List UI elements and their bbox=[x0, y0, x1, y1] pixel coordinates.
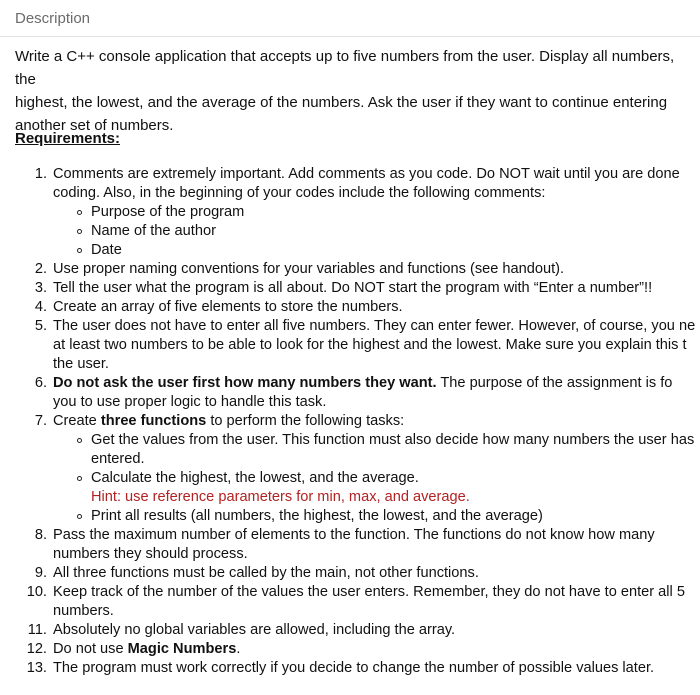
bullet-icon bbox=[77, 210, 82, 215]
hint-text: Hint: use reference parameters for min, max, and average. bbox=[91, 489, 470, 505]
sub-list-item bbox=[53, 431, 700, 469]
item-text: Use proper naming conventions for your variables and functions (see handout). bbox=[53, 261, 565, 277]
sub-list-item bbox=[53, 203, 700, 222]
list-item bbox=[0, 165, 700, 260]
item-number: 6. bbox=[34, 375, 47, 391]
list-item bbox=[0, 526, 700, 564]
bullet-icon bbox=[77, 248, 82, 253]
sub-item-text: Date bbox=[91, 242, 122, 258]
list-item bbox=[0, 374, 700, 412]
item-text: The program must work correctly if you decide to change the number of possible values later. bbox=[53, 660, 655, 676]
item-text-pre: Create bbox=[53, 413, 101, 429]
requirements-list bbox=[0, 165, 700, 678]
item-number: 1. bbox=[34, 166, 47, 182]
item-text-rest: . bbox=[236, 641, 241, 657]
list-item bbox=[0, 412, 700, 526]
item-text: coding. Also, in the beginning of your codes include the following comments: bbox=[53, 185, 546, 201]
item-text bbox=[53, 412, 700, 431]
bullet-icon bbox=[77, 229, 82, 234]
list-item bbox=[0, 260, 700, 279]
sub-list-item bbox=[53, 222, 700, 241]
bullet-icon bbox=[77, 514, 82, 519]
item-text: All three functions must be called by the main, not other functions. bbox=[53, 565, 479, 581]
item-text: Create an array of five elements to store the numbers. bbox=[53, 299, 403, 315]
bold-text: Magic Numbers bbox=[127, 641, 237, 657]
item-text bbox=[53, 640, 700, 659]
item-number: 13. bbox=[26, 660, 47, 676]
list-item bbox=[0, 659, 700, 678]
list-item bbox=[0, 564, 700, 583]
item-text: Pass the maximum number of elements to the function. The functions do not know how many bbox=[53, 527, 655, 543]
sub-item-text: Calculate the highest, the lowest, and the average. bbox=[91, 470, 419, 486]
bullet-icon bbox=[77, 476, 82, 481]
intro-paragraph bbox=[15, 45, 695, 137]
sub-list bbox=[53, 431, 700, 526]
item-text: Keep track of the number of the values the user enters. Remember, they do not have to enter all 5 bbox=[53, 584, 685, 600]
list-item bbox=[0, 640, 700, 659]
item-number: 10. bbox=[26, 584, 47, 600]
sub-list bbox=[53, 203, 700, 260]
list-item bbox=[0, 317, 700, 374]
item-text: The user does not have to enter all five numbers. They can enter fewer. However, of course, you ne bbox=[53, 318, 696, 334]
sub-list-item bbox=[53, 507, 700, 526]
sub-list-item bbox=[53, 241, 700, 260]
sub-item-text: entered. bbox=[91, 451, 145, 467]
list-item bbox=[0, 583, 700, 621]
intro-line: Write a C++ console application that accepts up to five numbers from the user. Display all numbers, the bbox=[15, 48, 675, 88]
item-number: 4. bbox=[34, 299, 47, 315]
item-text: you to use proper logic to handle this task. bbox=[53, 394, 327, 410]
intro-line: another set of numbers. bbox=[15, 117, 174, 134]
bold-text: Do not ask the user first how many numbers they want. bbox=[53, 375, 437, 391]
item-text: Comments are extremely important. Add comments as you code. Do NOT wait until you are done bbox=[53, 166, 680, 182]
item-number: 7. bbox=[34, 413, 47, 429]
item-text-rest: The purpose of the assignment is fo bbox=[436, 375, 673, 391]
item-text bbox=[53, 374, 700, 393]
item-text-rest: to perform the following tasks: bbox=[206, 413, 405, 429]
item-number: 11. bbox=[27, 622, 47, 638]
description-heading: Description bbox=[15, 10, 91, 27]
item-text: Tell the user what the program is all about. Do NOT start the program with “Enter a number”!! bbox=[53, 280, 653, 296]
item-text: the user. bbox=[53, 356, 109, 372]
item-number: 5. bbox=[34, 318, 47, 334]
list-item bbox=[0, 298, 700, 317]
intro-line: highest, the lowest, and the average of the numbers. Ask the user if they want to continue entering bbox=[15, 94, 668, 111]
item-text: numbers they should process. bbox=[53, 546, 248, 562]
item-text: Absolutely no global variables are allowed, including the array. bbox=[53, 622, 456, 638]
sub-item-text: Get the values from the user. This function must also decide how many numbers the user has bbox=[91, 432, 695, 448]
bullet-icon bbox=[77, 438, 82, 443]
item-text: at least two numbers to be able to look for the highest and the lowest. Make sure you explain this t bbox=[53, 337, 687, 353]
item-number: 12. bbox=[26, 641, 47, 657]
item-text: numbers. bbox=[53, 603, 114, 619]
heading-divider bbox=[0, 36, 700, 37]
item-text-pre: Do not use bbox=[53, 641, 128, 657]
list-item bbox=[0, 279, 700, 298]
item-number: 9. bbox=[34, 565, 47, 581]
list-item bbox=[0, 621, 700, 640]
item-number: 2. bbox=[34, 261, 47, 277]
bold-text: three functions bbox=[100, 413, 207, 429]
item-number: 8. bbox=[34, 527, 47, 543]
sub-item-text: Name of the author bbox=[91, 223, 216, 239]
sub-item-text: Purpose of the program bbox=[91, 204, 245, 220]
sub-item-text: Print all results (all numbers, the highest, the lowest, and the average) bbox=[91, 508, 543, 524]
sub-list-item bbox=[53, 469, 700, 507]
requirements-heading: Requirements: bbox=[15, 130, 121, 147]
item-number: 3. bbox=[34, 280, 47, 296]
